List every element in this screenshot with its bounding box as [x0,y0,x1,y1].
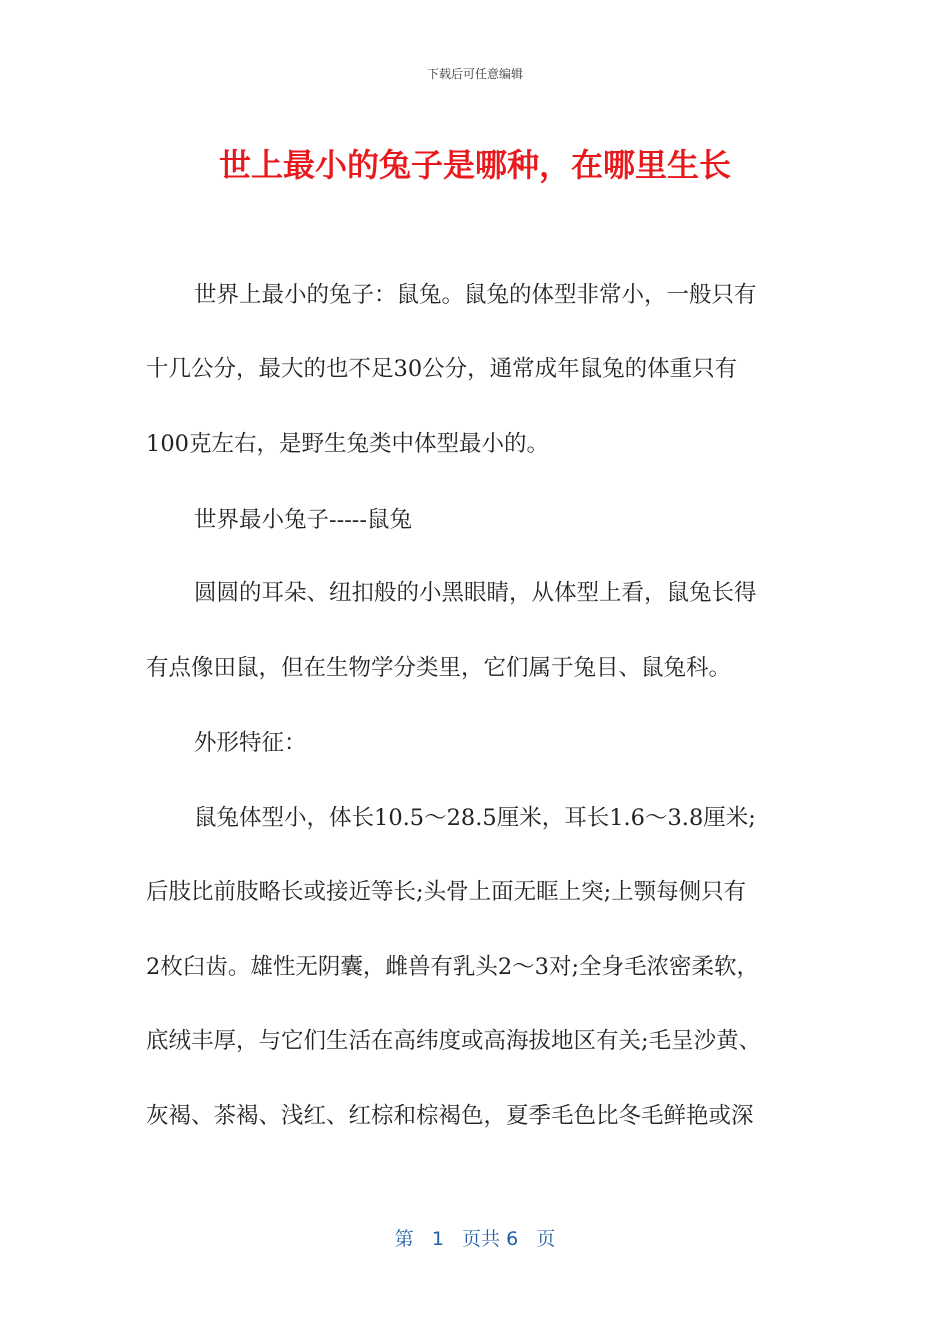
page-footer-prefix: 第 [394,1228,414,1250]
body-line: 2枚臼齿。雄性无阴囊，雌兽有乳头2～3对;全身毛浓密柔软， [146,954,760,980]
document-title: 世上最小的兔子是哪种，在哪里生长 [218,146,731,184]
body-line: 世界上最小的兔子：鼠兔。鼠兔的体型非常小，一般只有 [194,282,757,308]
page-footer-middle: 页共 [462,1228,501,1250]
page-header-note: 下载后可任意编辑 [426,67,523,81]
body-line: 后肢比前肢略长或接近等长;头骨上面无眶上突;上颚每侧只有 [146,879,747,905]
page-footer [0,1226,950,1252]
body-line: 100克左右，是野生兔类中体型最小的。 [146,431,549,457]
body-line: 十几公分，最大的也不足30公分，通常成年鼠兔的体重只有 [146,356,738,382]
body-line: 外形特征： [194,730,307,756]
page-footer-suffix: 页 [536,1228,556,1250]
body-line: 世界最小兔子-----鼠兔 [194,507,413,533]
body-line: 鼠兔体型小，体长10.5～28.5厘米，耳长1.6～3.8厘米; [194,805,756,831]
page-footer-current: 1 [431,1228,444,1250]
body-line: 底绒丰厚，与它们生活在高纬度或高海拔地区有关;毛呈沙黄、 [146,1028,762,1054]
body-line: 圆圆的耳朵、纽扣般的小黑眼睛，从体型上看，鼠兔长得 [194,580,757,606]
page-footer-total: 6 [506,1228,519,1250]
body-line: 灰褐、茶褐、浅红、红棕和棕褐色，夏季毛色比冬毛鲜艳或深 [146,1103,754,1129]
body-line: 有点像田鼠，但在生物学分类里，它们属于兔目、鼠兔科。 [146,655,732,681]
